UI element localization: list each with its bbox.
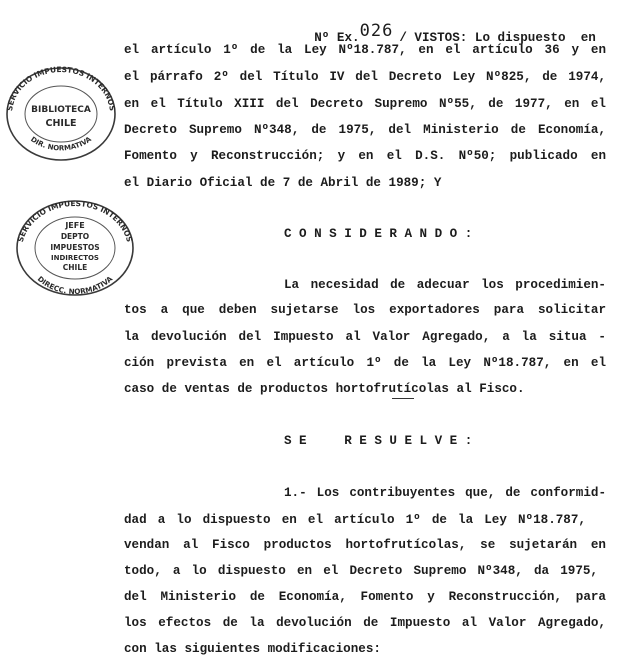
considerando-heading: CONSIDERANDO: bbox=[284, 227, 480, 241]
vistos-line-1: el artículo 1º de la Ley Nº18.787, en el artículo 36 y en bbox=[124, 43, 606, 57]
considerando-line-2: tos a que deben sujetarse los exportadores para solicitar bbox=[124, 303, 606, 317]
svg-text:DIRECC. NORMATIVA bbox=[36, 274, 115, 296]
resolution-number-handwritten: 026 bbox=[359, 21, 394, 41]
svg-text:DIR. NORMATIVA bbox=[29, 135, 93, 152]
underline-mark bbox=[392, 398, 414, 399]
lower-seal-stamp bbox=[12, 198, 138, 298]
lower-stamp-center-1: JEFE bbox=[65, 221, 85, 230]
considerando-line-3: la devolución del Impuesto al Valor Agregado, a la situa - bbox=[124, 330, 606, 344]
considerando-line-4: ción prevista en el artículo 1º de la Ley Nº18.787, en el bbox=[124, 356, 606, 370]
upper-stamp-center-2: CHILE bbox=[45, 118, 77, 129]
lower-stamp-center-5: CHILE bbox=[62, 263, 88, 272]
upper-seal-stamp bbox=[2, 62, 120, 162]
resuelve-line-6: los efectos de la devolución de Impuesto al Valor Agregado, bbox=[124, 616, 606, 630]
considerando-line-5: caso de ventas de productos hortofrutícolas al Fisco. bbox=[124, 382, 525, 396]
resuelve-line-5: del Ministerio de Economía, Fomento y Reconstrucción, para bbox=[124, 590, 606, 604]
resuelve-heading: SE RESUELVE: bbox=[284, 434, 480, 448]
vistos-line-2: el párrafo 2º del Título IV del Decreto Ley Nº825, de 1974, bbox=[124, 70, 606, 84]
upper-stamp-ring-top: SERVICIO IMPUESTOS INTERNOS bbox=[5, 64, 117, 112]
resuelve-line-2: dad a lo dispuesto en el artículo 1º de la Ley Nº18.787, bbox=[124, 513, 586, 527]
resuelve-line-7: con las siguientes modificaciones: bbox=[124, 642, 381, 656]
resolution-number-prefix: Nº Ex. bbox=[314, 31, 360, 45]
resuelve-line-4: todo, a lo dispuesto en el Decreto Supremo Nº348, da 1975, bbox=[124, 564, 598, 578]
upper-stamp-ring-bottom: DIR. NORMATIVA bbox=[29, 135, 93, 153]
vistos-line-3: en el Título XIII del Decreto Supremo Nº55, de 1977, en el bbox=[124, 97, 606, 111]
vistos-line-5: Fomento y Reconstrucción; y en el D.S. Nº50; publicado en bbox=[124, 149, 606, 163]
vistos-lead-text: / VISTOS: Lo dispuesto en bbox=[399, 31, 596, 45]
lower-stamp-center-3: IMPUESTOS bbox=[50, 243, 100, 252]
lower-stamp-center-4: INDIRECTOS bbox=[51, 254, 99, 262]
considerando-line-1: La necesidad de adecuar los procedimien- bbox=[284, 278, 606, 292]
lower-stamp-ring-top: SERVICIO IMPUESTOS INTERNOS bbox=[15, 198, 135, 244]
upper-stamp-center-1: BIBLIOTECA bbox=[31, 105, 91, 115]
vistos-line-6: el Diario Oficial de 7 de Abril de 1989; Y bbox=[124, 176, 442, 190]
resuelve-line-1: 1.- Los contribuyentes que, de conformid- bbox=[284, 486, 606, 500]
resuelve-line-3: vendan al Fisco productos hortofrutícolas, se sujetarán en bbox=[124, 538, 606, 552]
lower-stamp-ring-bottom: DIRECC. NORMATIVA bbox=[35, 274, 115, 297]
lower-stamp-center-2: DEPTO bbox=[60, 232, 90, 241]
vistos-line-4: Decreto Supremo Nº348, de 1975, del Ministerio de Economía, bbox=[124, 123, 606, 137]
